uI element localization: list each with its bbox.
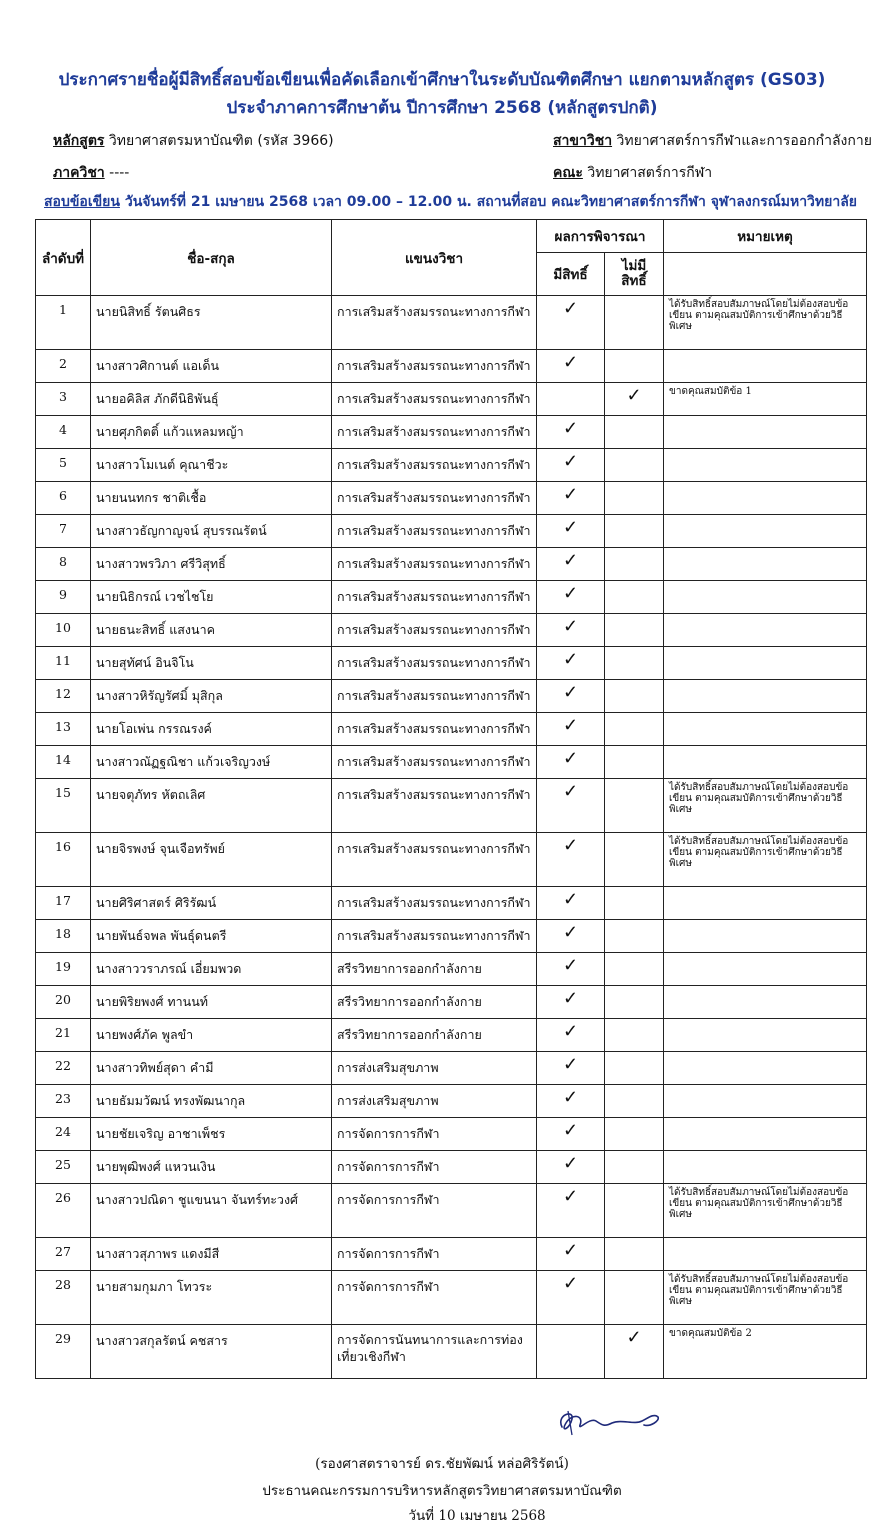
cell-not-eligible — [605, 515, 664, 548]
cell-not-eligible — [605, 548, 664, 581]
program-value: วิทยาศาสตรมหาบัณฑิต (รหัส 3966) — [108, 133, 334, 149]
cell-remark — [664, 713, 867, 746]
cell-no: 3 — [36, 383, 91, 416]
cell-eligible: ✓ — [537, 482, 605, 515]
table-row — [36, 1019, 867, 1052]
cell-field: การเสริมสร้างสมรรถนะทางการกีฬา — [332, 515, 537, 548]
table-row — [36, 1271, 867, 1325]
cell-eligible: ✓ — [537, 548, 605, 581]
table-row — [36, 1184, 867, 1238]
cell-remark: ขาดคุณสมบัติข้อ 1 — [664, 383, 867, 416]
cell-not-eligible — [605, 647, 664, 680]
cell-eligible: ✓ — [537, 1151, 605, 1184]
candidate-table — [35, 219, 867, 1379]
cell-not-eligible — [605, 986, 664, 1019]
table-row — [36, 779, 867, 833]
cell-name: นางสาวพรวิภา ศรีวิสุทธิ์ — [91, 548, 332, 581]
cell-field: การส่งเสริมสุขภาพ — [332, 1052, 537, 1085]
table-row — [36, 383, 867, 416]
table-row — [36, 416, 867, 449]
table-row — [36, 1238, 867, 1271]
cell-eligible — [537, 383, 605, 416]
cell-not-eligible — [605, 920, 664, 953]
cell-no: 6 — [36, 482, 91, 515]
cell-no: 25 — [36, 1151, 91, 1184]
cell-no: 29 — [36, 1325, 91, 1379]
header-no: ลำดับที่ — [36, 220, 91, 296]
cell-no: 17 — [36, 887, 91, 920]
cell-no: 22 — [36, 1052, 91, 1085]
cell-name: นายนนทกร ชาติเชื้อ — [91, 482, 332, 515]
cell-remark: ได้รับสิทธิ์สอบสัมภาษณ์โดยไม่ต้องสอบข้อเขียน ตามคุณสมบัติการเข้าศึกษาด้วยวิธีพิเศษ — [664, 1184, 867, 1238]
cell-remark — [664, 350, 867, 383]
cell-not-eligible — [605, 887, 664, 920]
table-row — [36, 449, 867, 482]
cell-field: การจัดการการกีฬา — [332, 1271, 537, 1325]
table-row — [36, 746, 867, 779]
cell-eligible: ✓ — [537, 680, 605, 713]
signature-image — [550, 1405, 670, 1439]
cell-remark: ได้รับสิทธิ์สอบสัมภาษณ์โดยไม่ต้องสอบข้อเขียน ตามคุณสมบัติการเข้าศึกษาด้วยวิธีพิเศษ — [664, 833, 867, 887]
cell-name: นายสามกุมภา โทวระ — [91, 1271, 332, 1325]
faculty-info — [553, 162, 712, 184]
cell-eligible: ✓ — [537, 449, 605, 482]
cell-field: การเสริมสร้างสมรรถนะทางการกีฬา — [332, 350, 537, 383]
table-row — [36, 1151, 867, 1184]
cell-eligible: ✓ — [537, 1271, 605, 1325]
department-info — [53, 162, 129, 184]
cell-not-eligible — [605, 1085, 664, 1118]
cell-name: นางสาววราภรณ์ เอี่ยมพวด — [91, 953, 332, 986]
cell-field: การจัดการการกีฬา — [332, 1118, 537, 1151]
table-body — [36, 296, 867, 1379]
cell-no: 23 — [36, 1085, 91, 1118]
cell-no: 9 — [36, 581, 91, 614]
cell-remark — [664, 1151, 867, 1184]
program-label: หลักสูตร — [53, 133, 105, 149]
cell-not-eligible — [605, 1238, 664, 1271]
cell-name: นายธัมมวัฒน์ ทรงพัฒนากุล — [91, 1085, 332, 1118]
cell-name: นางสาวศิกานต์ แอเด็น — [91, 350, 332, 383]
table-row — [36, 953, 867, 986]
cell-no: 24 — [36, 1118, 91, 1151]
cell-name: นายศิริศาสตร์ ศิริรัฒน์ — [91, 887, 332, 920]
table-row — [36, 296, 867, 350]
cell-name: นางสาวณัฏฐณิชา แก้วเจริญวงษ์ — [91, 746, 332, 779]
cell-field: การเสริมสร้างสมรรถนะทางการกีฬา — [332, 482, 537, 515]
cell-remark — [664, 614, 867, 647]
cell-field: การเสริมสร้างสมรรถนะทางการกีฬา — [332, 713, 537, 746]
program-info — [53, 130, 334, 152]
exam-label: สอบข้อเขียน — [44, 194, 120, 210]
cell-remark — [664, 1118, 867, 1151]
cell-remark — [664, 482, 867, 515]
cell-name: นายจิรพงษ์ จุนเจือทรัพย์ — [91, 833, 332, 887]
header-field: แขนงวิชา — [332, 220, 537, 296]
cell-name: นายพุฒิพงศ์ แหวนเงิน — [91, 1151, 332, 1184]
cell-field: การเสริมสร้างสมรรถนะทางการกีฬา — [332, 647, 537, 680]
cell-no: 1 — [36, 296, 91, 350]
cell-no: 12 — [36, 680, 91, 713]
cell-eligible: ✓ — [537, 953, 605, 986]
cell-field: การเสริมสร้างสมรรถนะทางการกีฬา — [332, 383, 537, 416]
cell-name: นายศุภกิตติ์ แก้วแหลมหญ้า — [91, 416, 332, 449]
cell-eligible — [537, 1325, 605, 1379]
cell-field: การเสริมสร้างสมรรถนะทางการกีฬา — [332, 416, 537, 449]
cell-eligible: ✓ — [537, 986, 605, 1019]
cell-no: 19 — [36, 953, 91, 986]
cell-field: การเสริมสร้างสมรรถนะทางการกีฬา — [332, 680, 537, 713]
table-row — [36, 920, 867, 953]
cell-eligible: ✓ — [537, 1052, 605, 1085]
cell-field: สรีรวิทยาการออกกำลังกาย — [332, 986, 537, 1019]
cell-name: นางสาวธัญกาญจน์ สุบรรณรัตน์ — [91, 515, 332, 548]
cell-eligible: ✓ — [537, 581, 605, 614]
cell-remark — [664, 1052, 867, 1085]
cell-field: การเสริมสร้างสมรรถนะทางการกีฬา — [332, 581, 537, 614]
cell-no: 28 — [36, 1271, 91, 1325]
exam-info — [44, 191, 874, 213]
cell-name: นายนิสิทธิ์ รัตนศิธร — [91, 296, 332, 350]
cell-remark: ขาดคุณสมบัติข้อ 2 — [664, 1325, 867, 1379]
cell-not-eligible — [605, 296, 664, 350]
cell-field: การส่งเสริมสุขภาพ — [332, 1085, 537, 1118]
faculty-label: คณะ — [553, 165, 583, 181]
cell-no: 21 — [36, 1019, 91, 1052]
cell-field: การเสริมสร้างสมรรถนะทางการกีฬา — [332, 548, 537, 581]
table-row — [36, 887, 867, 920]
cell-name: นายโอเพ่น กรรณรงค์ — [91, 713, 332, 746]
cell-no: 2 — [36, 350, 91, 383]
table-row — [36, 1085, 867, 1118]
cell-name: นางสาวสุภาพร แดงมีสี — [91, 1238, 332, 1271]
cell-remark — [664, 953, 867, 986]
table-row — [36, 581, 867, 614]
cell-field: การเสริมสร้างสมรรถนะทางการกีฬา — [332, 920, 537, 953]
cell-eligible: ✓ — [537, 647, 605, 680]
header-eligible: มีสิทธิ์ — [537, 253, 605, 296]
cell-name: นายธนะสิทธิ์ แสงนาค — [91, 614, 332, 647]
cell-eligible: ✓ — [537, 515, 605, 548]
cell-eligible: ✓ — [537, 1238, 605, 1271]
cell-name: นางสาวหิรัญรัศมิ์ มุสิกุล — [91, 680, 332, 713]
cell-remark — [664, 986, 867, 1019]
cell-remark — [664, 1085, 867, 1118]
table-row — [36, 1325, 867, 1379]
cell-eligible: ✓ — [537, 713, 605, 746]
cell-not-eligible — [605, 1184, 664, 1238]
cell-no: 11 — [36, 647, 91, 680]
cell-not-eligible — [605, 416, 664, 449]
cell-remark: ได้รับสิทธิ์สอบสัมภาษณ์โดยไม่ต้องสอบข้อเขียน ตามคุณสมบัติการเข้าศึกษาด้วยวิธีพิเศษ — [664, 296, 867, 350]
cell-field: การเสริมสร้างสมรรถนะทางการกีฬา — [332, 614, 537, 647]
table-row — [36, 647, 867, 680]
table-row — [36, 986, 867, 1019]
document-title-line1: ประกาศรายชื่อผู้มีสิทธิ์สอบข้อเขียนเพื่อคัดเลือกเข้าศึกษาในระดับบัณฑิตศึกษา แยกตามหลักสูตร (GS03) — [58, 70, 826, 90]
table-row — [36, 614, 867, 647]
signed-date: วันที่ 10 เมษายน 2568 — [408, 1508, 546, 1524]
header-result: ผลการพิจารณา — [537, 220, 664, 253]
cell-not-eligible — [605, 953, 664, 986]
cell-remark: ได้รับสิทธิ์สอบสัมภาษณ์โดยไม่ต้องสอบข้อเขียน ตามคุณสมบัติการเข้าศึกษาด้วยวิธีพิเศษ — [664, 1271, 867, 1325]
header-not-eligible: ไม่มีสิทธิ์ — [605, 253, 664, 296]
cell-no: 8 — [36, 548, 91, 581]
cell-remark — [664, 548, 867, 581]
cell-not-eligible — [605, 482, 664, 515]
header-name: ชื่อ-สกุล — [91, 220, 332, 296]
cell-remark — [664, 1019, 867, 1052]
cell-name: นายจตุภัทร หัตถเลิศ — [91, 779, 332, 833]
cell-not-eligible — [605, 680, 664, 713]
cell-name: นายพงศ์ภัค พูลขำ — [91, 1019, 332, 1052]
department-value: ---- — [109, 165, 130, 181]
cell-name: นายอคิลิส ภักดีนิธิพันธุ์ — [91, 383, 332, 416]
cell-remark: ได้รับสิทธิ์สอบสัมภาษณ์โดยไม่ต้องสอบข้อเขียน ตามคุณสมบัติการเข้าศึกษาด้วยวิธีพิเศษ — [664, 779, 867, 833]
cell-remark — [664, 746, 867, 779]
cell-not-eligible — [605, 614, 664, 647]
department-label: ภาควิชา — [53, 165, 105, 181]
cell-eligible: ✓ — [537, 1118, 605, 1151]
cell-no: 14 — [36, 746, 91, 779]
cell-eligible: ✓ — [537, 296, 605, 350]
cell-field: การจัดการการกีฬา — [332, 1238, 537, 1271]
cell-field: การจัดการการกีฬา — [332, 1184, 537, 1238]
cell-remark — [664, 680, 867, 713]
cell-field: การเสริมสร้างสมรรถนะทางการกีฬา — [332, 779, 537, 833]
document-title-line2: ประจำภาคการศึกษาต้น ปีการศึกษา 2568 (หลักสูตรปกติ) — [226, 98, 658, 118]
table-row — [36, 1118, 867, 1151]
cell-remark — [664, 515, 867, 548]
signer-position: ประธานคณะกรรมการบริหารหลักสูตรวิทยาศาสตรมหาบัณฑิต — [262, 1483, 622, 1499]
exam-value: วันจันทร์ที่ 21 เมษายน 2568 เวลา 09.00 – 12.00 น. สถานที่สอบ คณะวิทยาศาสตร์การกีฬา จุฬาลงกรณ์มหาวิทยาลัย — [124, 194, 857, 210]
cell-remark — [664, 647, 867, 680]
cell-field: การเสริมสร้างสมรรถนะทางการกีฬา — [332, 746, 537, 779]
cell-name: นางสาวปณิดา ชูแขนนา จันทร์ทะวงศ์ — [91, 1184, 332, 1238]
cell-field: การเสริมสร้างสมรรถนะทางการกีฬา — [332, 449, 537, 482]
cell-remark — [664, 920, 867, 953]
cell-not-eligible — [605, 1271, 664, 1325]
cell-no: 5 — [36, 449, 91, 482]
cell-not-eligible — [605, 350, 664, 383]
cell-eligible: ✓ — [537, 746, 605, 779]
cell-field: การเสริมสร้างสมรรถนะทางการกีฬา — [332, 296, 537, 350]
cell-remark — [664, 887, 867, 920]
table-row — [36, 680, 867, 713]
major-label: สาขาวิชา — [553, 133, 613, 149]
cell-name: นายพันธ์จพล พันธุ์ดนตรี — [91, 920, 332, 953]
cell-no: 20 — [36, 986, 91, 1019]
cell-not-eligible — [605, 713, 664, 746]
cell-name: นายสุทัศน์ อินจิโน — [91, 647, 332, 680]
header-remark-blank — [664, 253, 867, 296]
faculty-value: วิทยาศาสตร์การกีฬา — [587, 165, 713, 181]
cell-eligible: ✓ — [537, 416, 605, 449]
cell-no: 7 — [36, 515, 91, 548]
cell-eligible: ✓ — [537, 779, 605, 833]
cell-remark — [664, 449, 867, 482]
cell-not-eligible — [605, 833, 664, 887]
cell-eligible: ✓ — [537, 350, 605, 383]
cell-not-eligible — [605, 581, 664, 614]
table-row — [36, 1052, 867, 1085]
cell-eligible: ✓ — [537, 614, 605, 647]
cell-remark — [664, 416, 867, 449]
cell-no: 26 — [36, 1184, 91, 1238]
cell-field: สรีรวิทยาการออกกำลังกาย — [332, 1019, 537, 1052]
cell-not-eligible — [605, 1019, 664, 1052]
cell-eligible: ✓ — [537, 833, 605, 887]
cell-no: 27 — [36, 1238, 91, 1271]
major-info — [553, 130, 872, 152]
cell-not-eligible — [605, 449, 664, 482]
cell-name: นางสาวทิพย์สุดา คำมี — [91, 1052, 332, 1085]
table-row — [36, 350, 867, 383]
cell-no: 18 — [36, 920, 91, 953]
cell-name: นายพิริยพงศ์ ทานนท์ — [91, 986, 332, 1019]
cell-not-eligible — [605, 746, 664, 779]
cell-eligible: ✓ — [537, 887, 605, 920]
major-value: วิทยาศาสตร์การกีฬาและการออกกำลังกาย — [616, 133, 872, 149]
cell-field: สรีรวิทยาการออกกำลังกาย — [332, 953, 537, 986]
cell-field: การเสริมสร้างสมรรถนะทางการกีฬา — [332, 887, 537, 920]
cell-remark — [664, 581, 867, 614]
cell-not-eligible: ✓ — [605, 383, 664, 416]
cell-no: 4 — [36, 416, 91, 449]
cell-field: การจัดการนันทนาการและการท่องเที่ยวเชิงกีฬา — [332, 1325, 537, 1379]
cell-name: นางสาวโมเนต์ คุณาชีวะ — [91, 449, 332, 482]
table-row — [36, 833, 867, 887]
cell-no: 10 — [36, 614, 91, 647]
header-remark: หมายเหตุ — [664, 220, 867, 253]
cell-eligible: ✓ — [537, 1184, 605, 1238]
cell-no: 15 — [36, 779, 91, 833]
cell-eligible: ✓ — [537, 1019, 605, 1052]
cell-not-eligible — [605, 1118, 664, 1151]
signer-name: (รองศาสตราจารย์ ดร.ชัยพัฒน์ หล่อศิริรัตน์) — [315, 1456, 569, 1472]
cell-field: การจัดการการกีฬา — [332, 1151, 537, 1184]
cell-not-eligible — [605, 779, 664, 833]
cell-not-eligible — [605, 1052, 664, 1085]
table-row — [36, 548, 867, 581]
cell-not-eligible — [605, 1151, 664, 1184]
cell-name: นายชัยเจริญ อาชาเพ็ชร — [91, 1118, 332, 1151]
cell-eligible: ✓ — [537, 920, 605, 953]
cell-no: 16 — [36, 833, 91, 887]
table-row — [36, 515, 867, 548]
table-row — [36, 482, 867, 515]
cell-not-eligible: ✓ — [605, 1325, 664, 1379]
cell-name: นางสาวสกุลรัตน์ คชสาร — [91, 1325, 332, 1379]
cell-remark — [664, 1238, 867, 1271]
cell-field: การเสริมสร้างสมรรถนะทางการกีฬา — [332, 833, 537, 887]
table-row — [36, 713, 867, 746]
cell-no: 13 — [36, 713, 91, 746]
cell-name: นายนิธิกรณ์ เวชไชโย — [91, 581, 332, 614]
cell-eligible: ✓ — [537, 1085, 605, 1118]
